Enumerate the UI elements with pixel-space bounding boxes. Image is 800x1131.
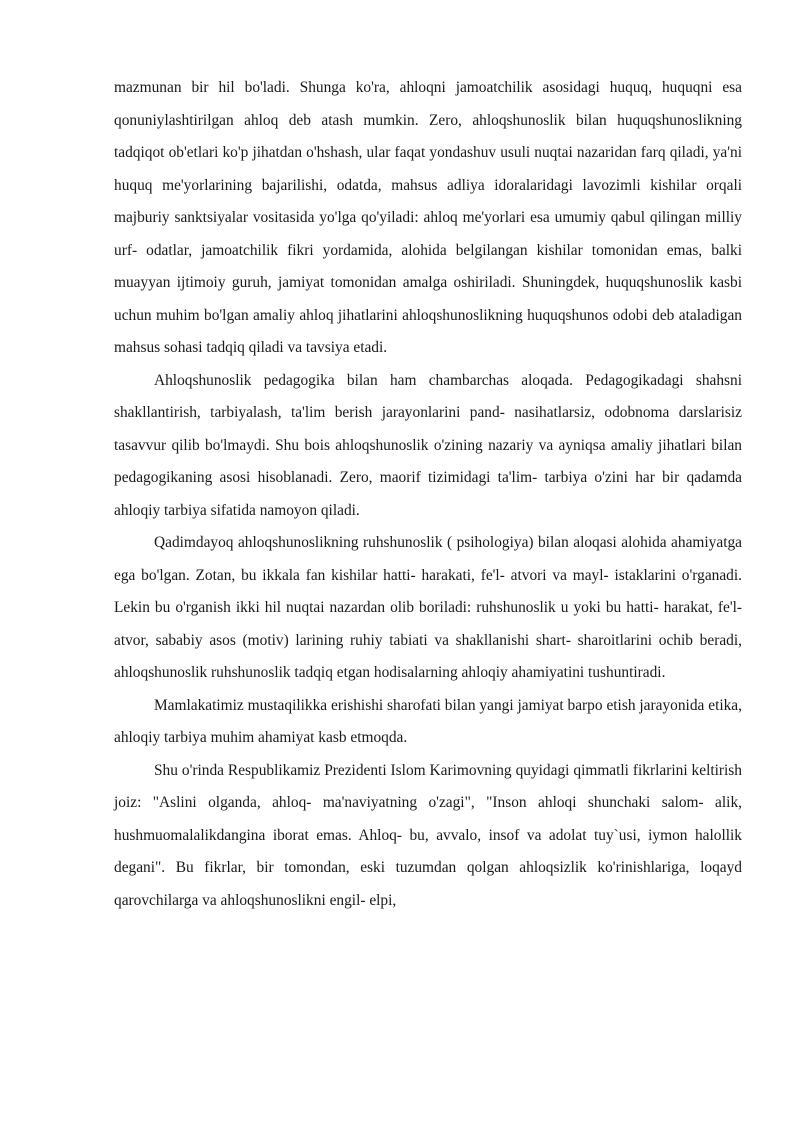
paragraph-3: Qadimdayoq ahloqshunoslikning ruhshunoslik ( psihologiya) bilan aloqasi alohida ahamiyatga ega bo'lgan. Zotan, bu ikkala fan kishilar hatti- harakati, fe'l- atvori va mayl- istaklarini o'rganadi. Lekin bu o'rganish ikki hil nuqtai nazardan olib boriladi: ruhshunoslik u yoki bu hatti- harakat, fe'l- atvor, sababiy asos (motiv) larining ruhiy tabiati va shakllanishi shart- sharoitlarini ochib beradi, ahloqshunoslik ruhshunoslik tadqiq etgan hodisalarning ahloqiy ahamiyatini tushuntiradi.: [114, 534, 742, 681]
paragraph-2: Ahloqshunoslik pedagogika bilan ham chambarchas aloqada. Pedagogikadagi shahsni shakllantirish, tarbiyalash, ta'lim berish jarayonlarini pand- nasihatlarsiz, odobnoma darslarisiz tasavvur qilib bo'lmaydi. Shu bois ahloqshunoslik o'zining nazariy va ayniqsa amaliy jihatlari bilan pedagogikaning asosi hisoblanadi. Zero, maorif tizimidagi ta'lim- tarbiya o'zini har bir qadamda ahloqiy tarbiya sifatida namoyon qiladi.: [114, 371, 742, 519]
paragraph-5: Shu o'rinda Respublikamiz Prezidenti Islom Karimovning quyidagi qimmatli fikrlarini keltirish joiz: "Aslini olganda, ahloq- ma'naviyatning o'zagi", "Inson ahloqi shunchaki salom- alik, hushmuomalalikdangina iborat emas. Ahloq- bu, avvalo, insof va adolat tuy`usi, iymon halollik degani". Bu fikrlar, bir tomondan, eski tuzumdan qolgan ahloqsizlik ko'rinishlariga, loqayd qarovchilarga va ahloqshunoslikni engil- elpi,: [114, 761, 742, 909]
document-page: [114, 72, 742, 917]
paragraph-1: mazmunan bir hil bo'ladi. Shunga ko'ra, ahloqni jamoatchilik asosidagi huquq, huquqni esa qonuniylashtirilgan ahloq deb atash mumkin. Zero, ahloqshunoslik bilan huquqshunoslikning tadqiqot ob'etlari ko'p jihatdan o'hshash, ular faqat yondashuv usuli nuqtai nazaridan farq qiladi, ya'ni huquq me'yorlarining bajarilishi, odatda, mahsus adliya idoralaridagi lavozimli kishilar orqali majburiy sanktsiyalar vositasida yo'lga qo'yiladi: ahloq me'yorlari esa umumiy qabul qilingan milliy urf- odatlar, jamoatchilik fikri yordamida, alohida belgilangan kishilar tomonidan emas, balki muayyan ijtimoiy guruh, jamiyat tomonidan amalga oshiriladi. Shuningdek, huquqshunoslik kasbi uchun muhim bo'lgan amaliy ahloq jihatlarini ahloqshunoslikning huquqshunos odobi deb ataladigan mahsus sohasi tadqiq qiladi va tavsiya etadi.: [114, 79, 742, 356]
paragraph-4: Mamlakatimiz mustaqilikka erishishi sharofati bilan yangi jamiyat barpo etish jarayonida etika, ahloqiy tarbiya muhim ahamiyat kasb etmoqda.: [114, 696, 742, 746]
